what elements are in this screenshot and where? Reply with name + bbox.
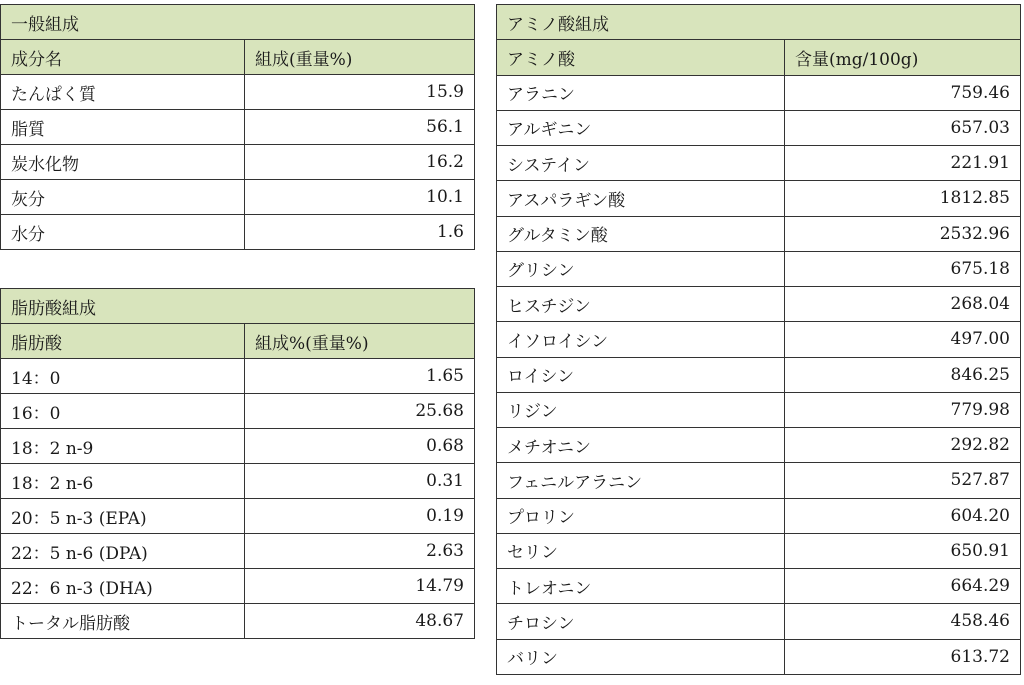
table-row: [497, 322, 1021, 357]
table-row: [497, 110, 1021, 145]
table-row: [1, 394, 475, 429]
row-value: 2532.96: [785, 216, 1021, 251]
row-value: 0.68: [245, 429, 475, 464]
table-row: [1, 75, 475, 110]
table-header-row: [497, 40, 1021, 75]
row-label: 16：0: [1, 394, 245, 429]
table-title: 脂肪酸組成: [1, 289, 475, 324]
row-label: グリシン: [497, 251, 785, 286]
table-row: [497, 251, 1021, 286]
table-title-row: [1, 289, 475, 324]
row-value: 10.1: [245, 180, 475, 215]
table-row: [1, 145, 475, 180]
table-row: [1, 215, 475, 250]
row-label: メチオニン: [497, 428, 785, 463]
row-label: バリン: [497, 639, 785, 674]
row-label: 脂質: [1, 110, 245, 145]
table-body: [497, 5, 1021, 675]
row-value: 15.9: [245, 75, 475, 110]
fatty-acid-composition-table: [0, 288, 475, 639]
row-label: グルタミン酸: [497, 216, 785, 251]
row-label: 灰分: [1, 180, 245, 215]
table-row: [1, 569, 475, 604]
row-label: フェニルアラニン: [497, 463, 785, 498]
row-value: 268.04: [785, 287, 1021, 322]
row-value: 527.87: [785, 463, 1021, 498]
row-value: 604.20: [785, 498, 1021, 533]
table-row: [497, 569, 1021, 604]
row-label: 22：6 n-3 (DHA): [1, 569, 245, 604]
row-label: 炭水化物: [1, 145, 245, 180]
row-label: プロリン: [497, 498, 785, 533]
column-header: アミノ酸: [497, 40, 785, 75]
row-value: 25.68: [245, 394, 475, 429]
table-title: 一般組成: [1, 5, 475, 40]
table-row: [497, 216, 1021, 251]
row-label: トレオニン: [497, 569, 785, 604]
row-value: 613.72: [785, 639, 1021, 674]
row-value: 221.91: [785, 146, 1021, 181]
row-label: ヒスチジン: [497, 287, 785, 322]
row-label: アスパラギン酸: [497, 181, 785, 216]
column-header: 組成(重量%): [245, 40, 475, 75]
row-label: 20：5 n-3 (EPA): [1, 499, 245, 534]
row-value: 56.1: [245, 110, 475, 145]
table-row: [497, 181, 1021, 216]
row-value: 779.98: [785, 392, 1021, 427]
row-label: 22：5 n-6 (DPA): [1, 534, 245, 569]
column-header: 含量(mg/100g): [785, 40, 1021, 75]
row-value: 1812.85: [785, 181, 1021, 216]
table-row: [497, 146, 1021, 181]
row-label: 18：2 n-6: [1, 464, 245, 499]
row-value: 1.65: [245, 359, 475, 394]
table-body: [1, 5, 475, 250]
column-header: 成分名: [1, 40, 245, 75]
row-value: 16.2: [245, 145, 475, 180]
row-label: たんぱく質: [1, 75, 245, 110]
row-value: 675.18: [785, 251, 1021, 286]
table-row: [1, 499, 475, 534]
table-row: [1, 534, 475, 569]
row-value: 650.91: [785, 533, 1021, 568]
table-row: [1, 110, 475, 145]
table-header-row: [1, 40, 475, 75]
row-label: ロイシン: [497, 357, 785, 392]
table-row: [1, 429, 475, 464]
row-value: 497.00: [785, 322, 1021, 357]
row-label: リジン: [497, 392, 785, 427]
row-value: 14.79: [245, 569, 475, 604]
column-header: 組成%(重量%): [245, 324, 475, 359]
table-row: [497, 533, 1021, 568]
row-label: アルギニン: [497, 110, 785, 145]
row-label: 水分: [1, 215, 245, 250]
row-value: 1.6: [245, 215, 475, 250]
row-value: 0.19: [245, 499, 475, 534]
table-row: [497, 287, 1021, 322]
row-value: 657.03: [785, 110, 1021, 145]
table-row: [1, 464, 475, 499]
row-value: 664.29: [785, 569, 1021, 604]
row-label: アラニン: [497, 75, 785, 110]
table-title: アミノ酸組成: [497, 5, 1021, 40]
row-label: システイン: [497, 146, 785, 181]
row-value: 846.25: [785, 357, 1021, 392]
general-composition-table: [0, 4, 475, 250]
row-value: 48.67: [245, 604, 475, 639]
table-row: [497, 463, 1021, 498]
table-row: [1, 180, 475, 215]
column-header: 脂肪酸: [1, 324, 245, 359]
row-value: 0.31: [245, 464, 475, 499]
row-label: 18：2 n-9: [1, 429, 245, 464]
row-label: トータル脂肪酸: [1, 604, 245, 639]
row-label: チロシン: [497, 604, 785, 639]
table-title-row: [497, 5, 1021, 40]
row-value: 292.82: [785, 428, 1021, 463]
row-value: 458.46: [785, 604, 1021, 639]
table-header-row: [1, 324, 475, 359]
row-label: セリン: [497, 533, 785, 568]
table-row: [497, 639, 1021, 674]
table-row: [1, 604, 475, 639]
table-row: [1, 359, 475, 394]
table-row: [497, 357, 1021, 392]
table-row: [497, 392, 1021, 427]
table-title-row: [1, 5, 475, 40]
row-value: 2.63: [245, 534, 475, 569]
table-row: [497, 498, 1021, 533]
row-label: イソロイシン: [497, 322, 785, 357]
row-value: 759.46: [785, 75, 1021, 110]
row-label: 14：0: [1, 359, 245, 394]
table-row: [497, 604, 1021, 639]
amino-acid-composition-table: [496, 4, 1021, 675]
table-body: [1, 289, 475, 639]
table-row: [497, 428, 1021, 463]
table-row: [497, 75, 1021, 110]
